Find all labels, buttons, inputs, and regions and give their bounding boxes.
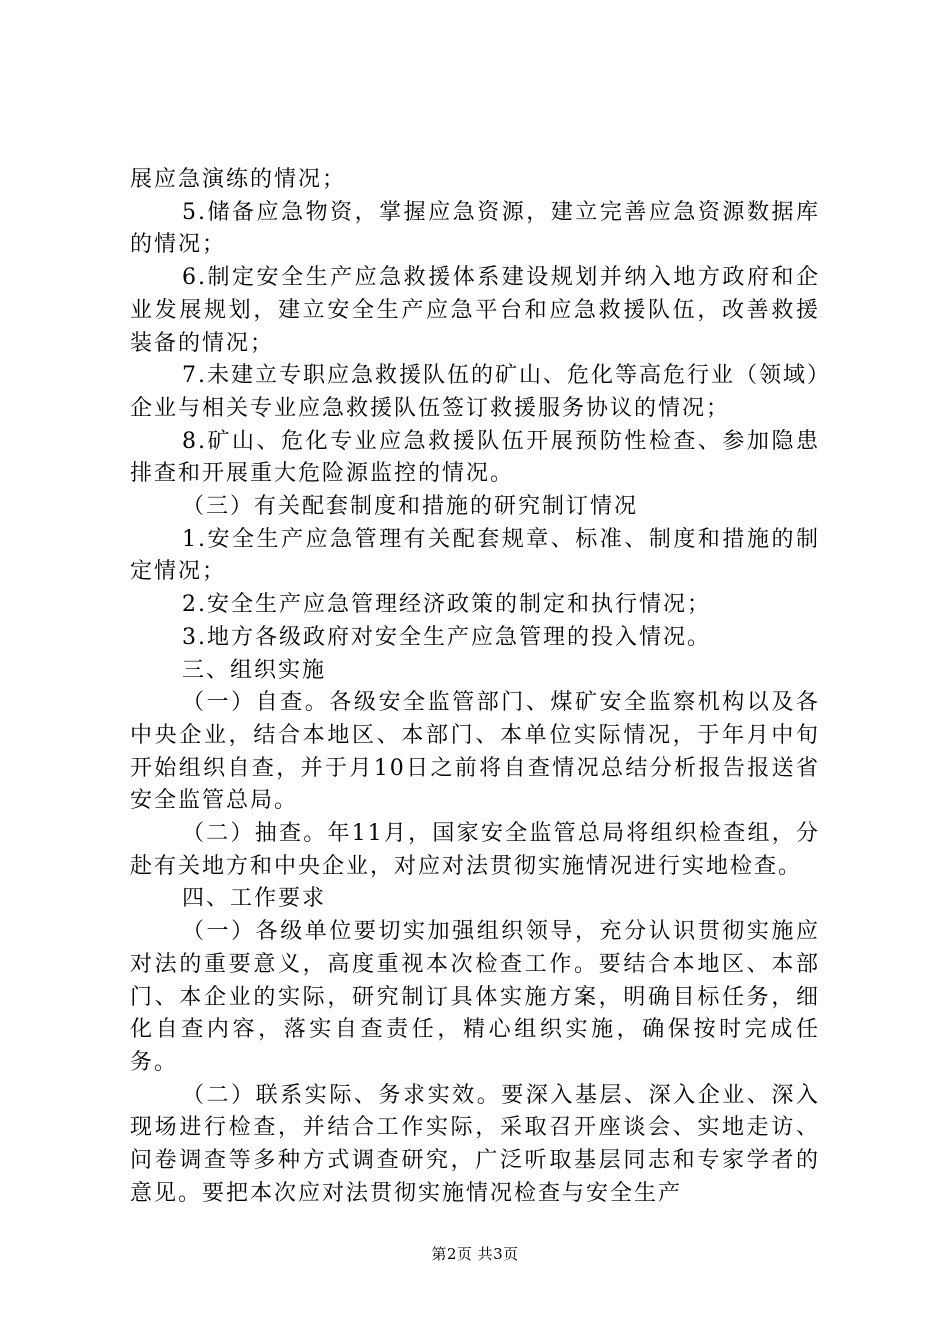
body-paragraph: （二）抽查。年11月，国家安全监管总局将组织检查组，分赴有关地方和中央企业，对应对法贯彻实施情况进行实地检查。	[130, 821, 820, 879]
body-paragraph: 5.储备应急物资，掌握应急资源，建立完善应急资源数据库的情况；	[130, 199, 820, 258]
body-paragraph: （一）自查。各级安全监管部门、煤矿安全监察机构以及各中央企业，结合本地区、本部门、本单位实际情况，于年月中旬开始组织自查，并于月10日之前将自查情况总结分析报告报送省安全监管总局。	[130, 690, 820, 814]
body-paragraph: 四、工作要求	[182, 886, 327, 912]
body-paragraph: 展应急演练的情况；	[130, 167, 347, 192]
body-paragraph: 1.安全生产应急管理有关配套规章、标准、制度和措施的制定情况；	[130, 526, 820, 585]
body-paragraph: （一）各级单位要切实加强组织领导，充分认识贯彻实施应对法的重要意义，高度重视本次检查工作。要结合本地区、本部门、本企业的实际，研究制订具体实施方案，明确目标任务，细化自查内容，落实自查责任，精心组织实施，确保按时完成任务。	[130, 919, 820, 1075]
document-body	[130, 164, 820, 1211]
body-paragraph: （二）联系实际、务求实效。要深入基层、深入企业、深入现场进行检查，并结合工作实际，采取召开座谈会、实地走访、问卷调查等多种方式调查研究，广泛听取基层同志和专家学者的意见。要把本次应对法贯彻实施情况检查与安全生产	[130, 1082, 820, 1206]
body-paragraph: 3.地方各级政府对安全生产应急管理的投入情况。	[182, 624, 711, 650]
page-footer: 第2页 共3页	[431, 1245, 519, 1263]
body-paragraph: 8.矿山、危化专业应急救援队伍开展预防性检查、参加隐患排查和开展重大危险源监控的情况。	[130, 428, 820, 487]
body-paragraph: 7.未建立专职应急救援队伍的矿山、危化等高危行业（领域）企业与相关专业应急救援队伍签订救援服务协议的情况；	[130, 363, 820, 421]
body-paragraph: 6.制定安全生产应急救援体系建设规划并纳入地方政府和企业发展规划，建立安全生产应急平台和应急救援队伍，改善救援装备的情况；	[130, 265, 820, 356]
body-paragraph: 2.安全生产应急管理经济政策的制定和执行情况；	[182, 592, 711, 618]
body-paragraph: （三）有关配套制度和措施的研究制订情况	[182, 494, 639, 520]
body-paragraph: 三、组织实施	[182, 657, 327, 683]
